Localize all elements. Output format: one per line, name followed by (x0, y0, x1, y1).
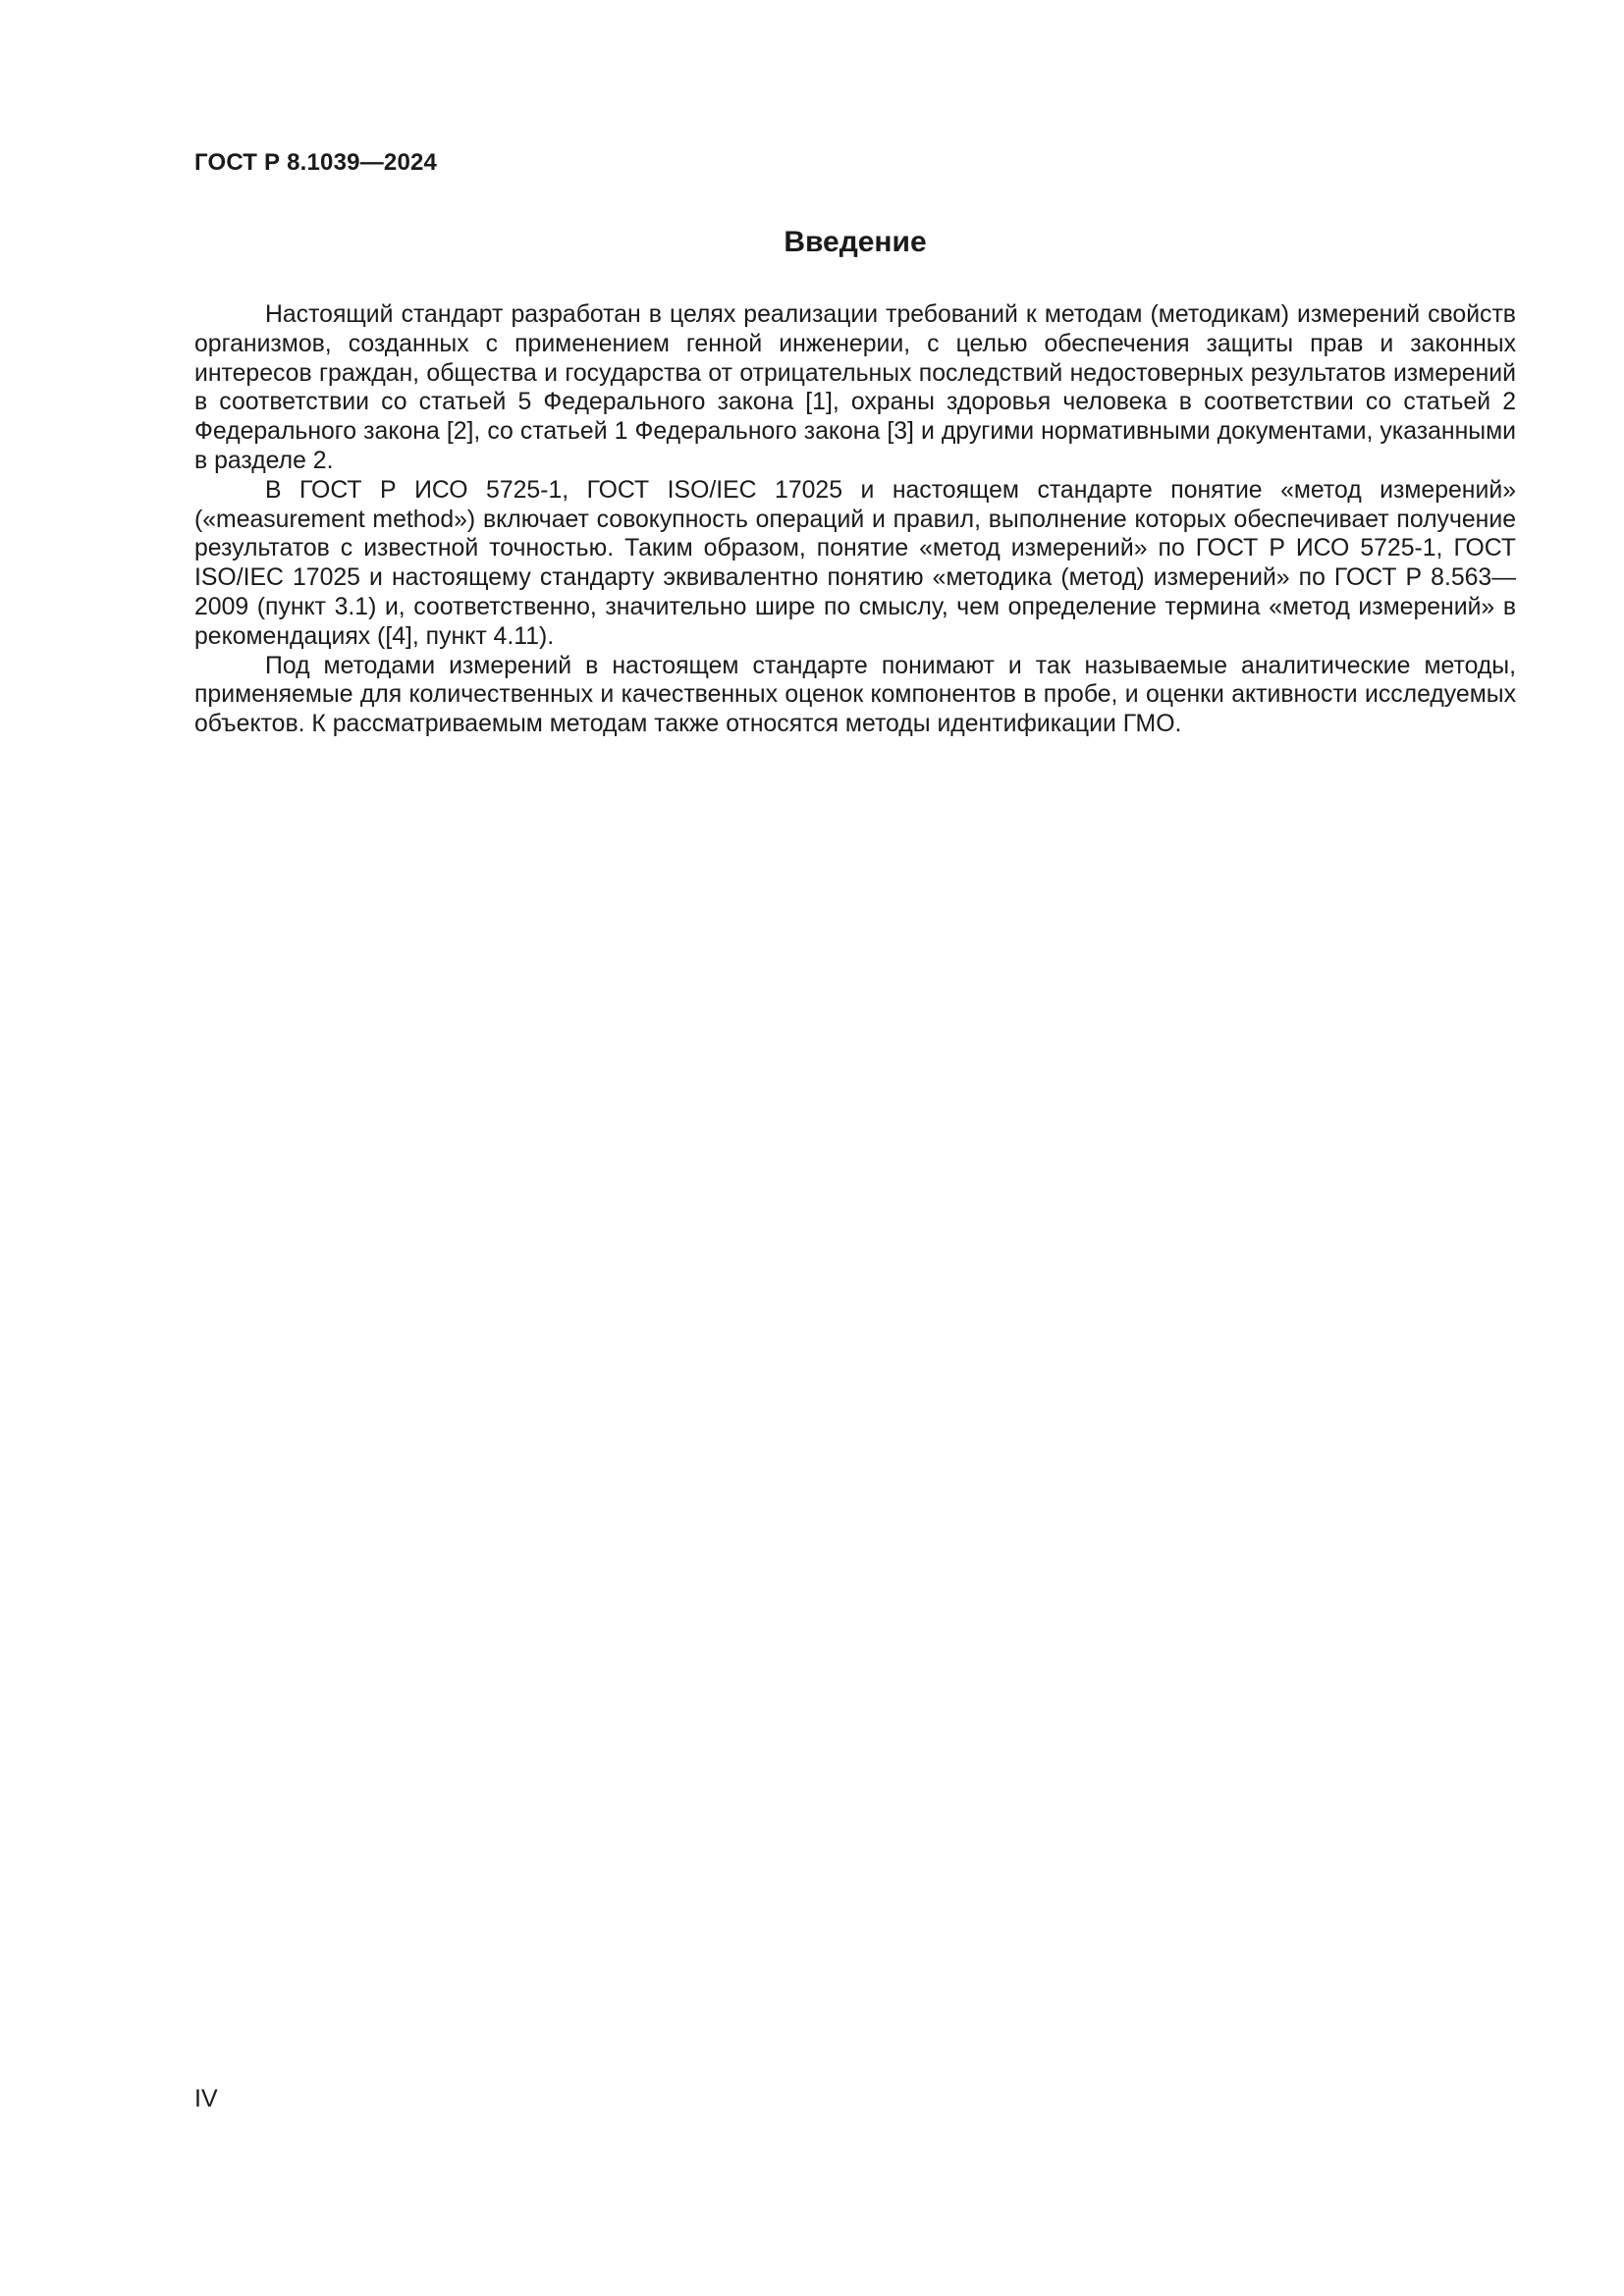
paragraph: Под методами измерений в настоящем стандарте понимают и так называемые аналитические методы, применяемые для количественных и качественных оценок компонентов в пробе, и оценки активности исследуемых объектов. К рассматриваемым методам также относятся методы идентификации ГМО. (194, 652, 1516, 738)
paragraph: Настоящий стандарт разработан в целях реализации требований к методам (методикам) измерений свойств организмов, созданных с применением генной инженерии, с целью обеспечения защиты прав и законных интересов граждан, общества и государства от отрицательных последствий недостоверных результатов измерений в соответствии со статьей 5 Федерального закона [1], охраны здоровья человека в соответствии со статьей 2 Федерального закона [2], со статьей 1 Федерального закона [3] и другими нормативными документами, указанными в разделе 2. (194, 301, 1516, 474)
introduction-body (194, 300, 1516, 739)
document-code: ГОСТ Р 8.1039—2024 (194, 149, 438, 176)
paragraph: В ГОСТ Р ИСО 5725-1, ГОСТ ISO/IEC 17025 и настоящем стандарте понятие «метод измерений» («measurement method») включает совокупность операций и правил, выполнение которых обеспечивает получение результатов с известной точностью. Таким образом, понятие «метод измерений» по ГОСТ Р ИСО 5725-1, ГОСТ ISO/IEC 17025 и настоящему стандарту эквивалентно понятию «методика (метод) измерений» по ГОСТ Р 8.563—2009 (пункт 3.1) и, соответственно, значительно шире по смыслу, чем определение термина «метод измерений» в рекомендациях ([4], пункт 4.11). (194, 476, 1516, 650)
page-number: IV (194, 2085, 218, 2112)
section-title: Введение (784, 226, 927, 258)
